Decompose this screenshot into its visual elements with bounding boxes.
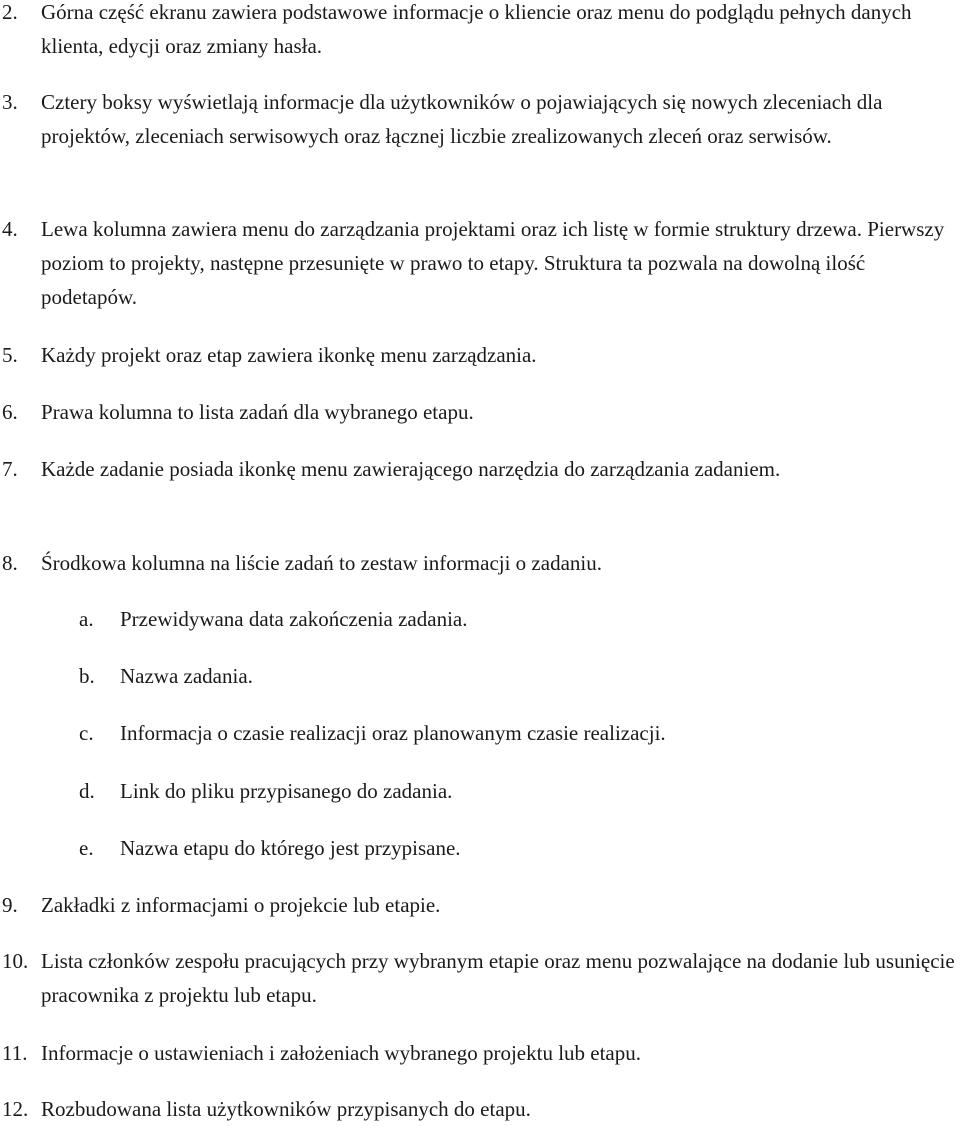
list-item	[0, 0, 958, 63]
item-text: Górna część ekranu zawiera podstawowe informacje o kliencie oraz menu do podglądu pełnych danych klienta, edycji oraz zmiany hasła.	[41, 0, 912, 58]
sub-item-letter: e.	[79, 836, 94, 860]
sub-item-letter: d.	[79, 779, 95, 803]
list-item	[0, 338, 958, 372]
sub-list-item	[0, 659, 253, 693]
list-item	[0, 546, 958, 580]
list-item	[0, 944, 958, 1012]
list-item	[0, 452, 958, 486]
list-item	[0, 212, 958, 314]
sub-item-text: Przewidywana data zakończenia zadania.	[120, 607, 468, 631]
sub-item-text: Informacja o czasie realizacji oraz planowanym czasie realizacji.	[120, 721, 666, 745]
item-number: 8.	[2, 551, 18, 575]
sub-item-text: Nazwa zadania.	[120, 664, 253, 688]
item-number: 3.	[2, 90, 18, 114]
item-number: 10.	[2, 949, 29, 973]
item-number: 9.	[2, 893, 18, 917]
list-item	[0, 395, 958, 429]
item-number: 2.	[2, 0, 18, 24]
item-text: Prawa kolumna to lista zadań dla wybranego etapu.	[41, 400, 474, 424]
list-item	[0, 1036, 958, 1070]
sub-item-text: Nazwa etapu do którego jest przypisane.	[120, 836, 461, 860]
sub-item-letter: a.	[79, 607, 94, 631]
sub-list-item	[0, 716, 666, 750]
item-number: 12.	[2, 1097, 29, 1121]
item-text: Informacje o ustawieniach i założeniach wybranego projektu lub etapu.	[41, 1041, 642, 1065]
sub-item-text: Link do pliku przypisanego do zadania.	[120, 779, 453, 803]
list-item	[0, 85, 958, 153]
item-text: Lewa kolumna zawiera menu do zarządzania projektami oraz ich listę w formie struktury drzewa. Pierwszy poziom to projekty, następne przesunięte w prawo to etapy. Struktura ta pozwala na dowolną ilość podetapów.	[41, 217, 945, 309]
item-number: 6.	[2, 400, 18, 424]
item-text: Zakładki z informacjami o projekcie lub etapie.	[41, 893, 441, 917]
list-item	[0, 888, 958, 922]
item-number: 7.	[2, 457, 18, 481]
sub-list-item	[0, 831, 461, 865]
sub-list-item	[0, 774, 452, 808]
list-item	[0, 1092, 958, 1126]
item-text: Cztery boksy wyświetlają informacje dla użytkowników o pojawiających się nowych zleceniach dla projektów, zleceniach serwisowych oraz łącznej liczbie zrealizowanych zleceń oraz serwisów.	[41, 90, 883, 148]
sub-item-letter: c.	[79, 721, 94, 745]
item-text: Rozbudowana lista użytkowników przypisanych do etapu.	[41, 1097, 531, 1121]
item-number: 4.	[2, 217, 18, 241]
item-number: 5.	[2, 343, 18, 367]
item-number: 11.	[2, 1041, 28, 1065]
sub-item-letter: b.	[79, 664, 95, 688]
item-text: Każde zadanie posiada ikonkę menu zawierającego narzędzia do zarządzania zadaniem.	[41, 457, 781, 481]
item-text: Lista członków zespołu pracujących przy wybranym etapie oraz menu pozwalające na dodanie lub usunięcie pracownika z projektu lub etapu.	[41, 949, 955, 1007]
sub-list-item	[0, 602, 467, 636]
item-text: Każdy projekt oraz etap zawiera ikonkę menu zarządzania.	[41, 343, 537, 367]
item-text: Środkowa kolumna na liście zadań to zestaw informacji o zadaniu.	[41, 551, 602, 575]
